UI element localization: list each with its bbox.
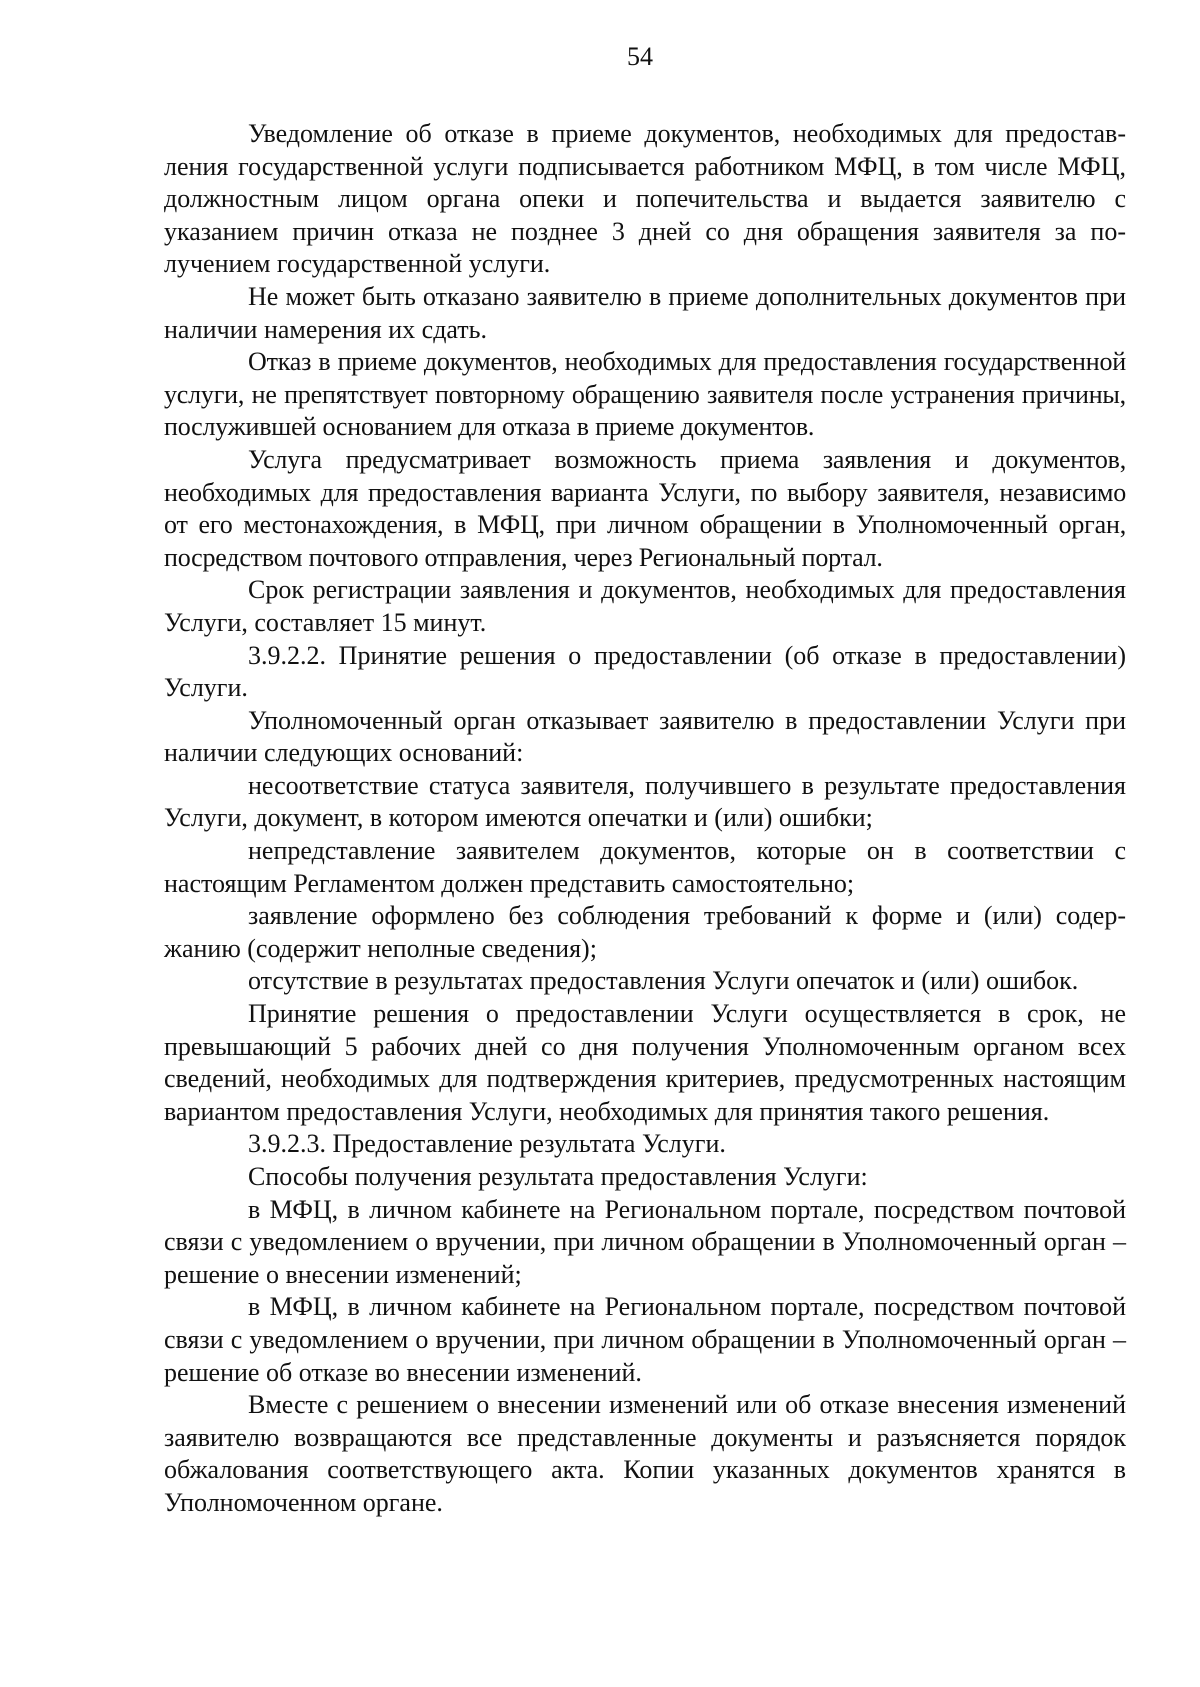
paragraph-registration-time: Срок регистрации заявления и документов, необходимых для предоставления Услуги, составляет 15 минут. xyxy=(164,575,1126,637)
list-item-result-refusal: в МФЦ, в личном кабинете на Региональном портале, посредством почтовой связи с уведомлением о вручении, при личном обращении в Уполномоченный орган – решение об отказе во внесении изменений. xyxy=(164,1292,1126,1387)
list-item-form-requirements: заявление оформлено без соблюдения требований к форме и (или) содержанию (содержит неполные сведения); xyxy=(164,901,1126,963)
list-item-no-errors: отсутствие в результатах предоставления Услуги опечаток и (или) ошибок. xyxy=(248,966,1079,996)
list-item-status-mismatch: несоответствие статуса заявителя, получившего в результате предоставления Услуги, документ, в котором имеются опечатки и (или) ошибки; xyxy=(164,770,1126,833)
paragraph-additional-documents: Не может быть отказано заявителю в приеме дополнительных документов при наличии намерения их сдать. xyxy=(164,281,1126,344)
list-item-documents-not-provided: непредставление заявителем документов, которые он в соответствии с настоящим Регламентом должен представить самостоятельно; xyxy=(164,836,1126,898)
paragraph-repeat-application: Отказ в приеме документов, необходимых для предоставления государственной услуги, не препятствует повторному обращению заявителя после устранения причины, послужившей основанием для отказа в приеме документов. xyxy=(164,347,1126,442)
list-item-result-changes: в МФЦ, в личном кабинете на Региональном портале, посредством почтовой связи с уведомлением о вручении, при личном обращении в Уполномоченный орган – решение о внесении изменений; xyxy=(164,1194,1126,1289)
paragraph-documents-returned: Вместе с решением о внесении изменений или об отказе внесения изменений заявителю возвращаются все представленные документы и разъясняется порядок обжалования соответствующего акта. Копии указанных документов хранятся в Уполномоченном органе. xyxy=(164,1390,1126,1517)
page-number: 54 xyxy=(627,42,653,71)
section-heading-3-9-2-3: 3.9.2.3. Предоставление результата Услуги. xyxy=(248,1129,726,1159)
document-body xyxy=(164,118,1126,1520)
paragraph-rejection-notice: Уведомление об отказе в приеме документов, необходимых для предоставления государственной услуги подписывается работником МФЦ, в том числе МФЦ, должностным лицом органа опеки и попечительства и выдается заявителю с указанием причин отказа не позднее 3 дней со дня обращения заявителя за получением государственной услуги. xyxy=(164,119,1126,279)
paragraph-refusal-grounds-intro: Уполномоченный орган отказывает заявителю в предоставлении Услуги при наличии следующих оснований: xyxy=(164,705,1126,768)
paragraph-result-methods-intro: Способы получения результата предоставления Услуги: xyxy=(248,1162,868,1191)
paragraph-submission-channels: Услуга предусматривает возможность приема заявления и документов, необходимых для предоставления варианта Услуги, по выбору заявителя, независимо от его местонахождения, в МФЦ, при личном обращении в Уполномоченный орган, посредством почтового отправления, через Региональный портал. xyxy=(164,444,1126,572)
section-heading-3-9-2-2: 3.9.2.2. Принятие решения о предоставлении (об отказе в предоставлении) Услуги. xyxy=(164,640,1126,703)
paragraph-decision-deadline: Принятие решения о предоставлении Услуги осуществляется в срок, не превышающий 5 рабочих дней со дня получения Уполномоченным органом всех сведений, необходимых для подтверждения критериев, предусмотренных настоящим вариантом предоставления Услуги, необходимых для принятия такого решения. xyxy=(164,999,1126,1126)
